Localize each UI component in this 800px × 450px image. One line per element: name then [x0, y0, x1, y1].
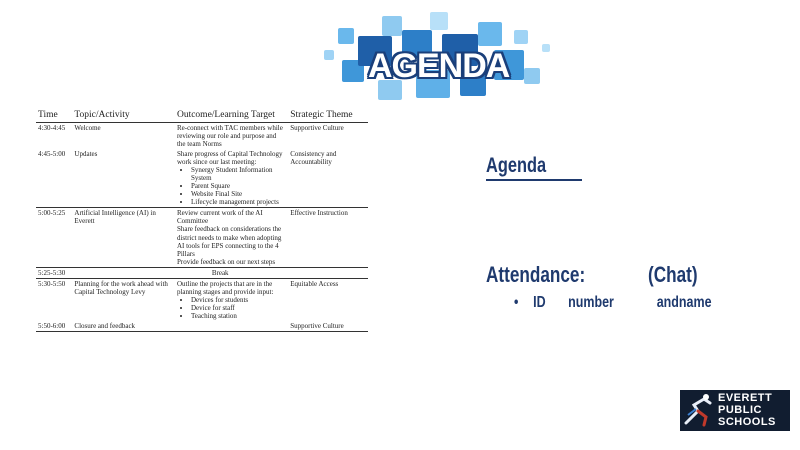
list-item: • Website Final Site — [191, 190, 286, 198]
table-row — [36, 149, 368, 208]
header-theme: Strategic Theme — [288, 108, 368, 122]
table-header-row — [36, 108, 368, 122]
agenda-heading-underline — [486, 179, 582, 181]
logo-line-3: SCHOOLS — [718, 416, 776, 428]
logo-line-1: EVERETT — [718, 392, 773, 404]
row-topic: Planning for the work ahead with Capital Technology Levy — [72, 278, 175, 321]
list-item: • Parent Square — [191, 182, 286, 190]
logo-text — [718, 392, 776, 428]
table-row — [36, 208, 368, 267]
list-item: • Teaching station — [191, 312, 286, 320]
bullet-glyph: • — [514, 294, 519, 311]
outcome-text: Share progress of Capital Technology work since our last meeting: — [176, 150, 283, 167]
row-outcome — [175, 278, 288, 321]
row-outcome: Re-connect with TAC members while reviewing our role and purpose and the team Norms — [176, 123, 283, 149]
row-topic: Updates — [74, 150, 98, 159]
header-time: Time — [36, 108, 72, 122]
andname-word: andname — [656, 294, 712, 311]
row-outcome — [175, 149, 288, 208]
row-topic: Artificial Intelligence (AI) in Everett — [72, 208, 175, 267]
row-time: 5:50-6:00 — [36, 321, 72, 332]
break-cell: Break — [72, 267, 368, 278]
header-outcome: Outcome/Learning Target — [175, 108, 288, 122]
outcome-list — [177, 296, 286, 320]
attendance-instruction — [514, 294, 712, 312]
row-outcome: Review current work of the AI Committee Share feedback on considerations the district needs to make when adopting AI tools for EPS connecting to the 4 Pillars Provide feedback on our next steps — [175, 208, 288, 267]
table-row — [36, 267, 368, 278]
row-theme: Supportive Culture — [288, 321, 368, 332]
banner-title: AGENDA — [368, 47, 510, 85]
table-row — [36, 321, 368, 332]
row-theme: Equitable Access — [288, 278, 368, 321]
row-theme: Effective Instruction — [288, 208, 368, 267]
row-theme: Supportive Culture — [290, 123, 344, 132]
list-item: • Devices for students — [191, 296, 286, 304]
logo-line-2: PUBLIC — [718, 404, 762, 416]
runner-icon — [684, 393, 716, 427]
list-item: • Device for staff — [191, 304, 286, 312]
row-theme: Consistency and Accountability — [290, 150, 337, 167]
outcome-list — [177, 166, 286, 206]
table-row — [36, 122, 368, 149]
list-item: • Synergy Student Information System — [191, 166, 286, 182]
header-topic: Topic/Activity — [72, 108, 175, 122]
row-time: 5:00-5:25 — [36, 208, 72, 267]
attendance-chat-label: (Chat) — [648, 262, 698, 287]
row-time: 4:45-5:00 — [38, 150, 66, 159]
row-time: 4:30-4:45 — [38, 123, 66, 132]
agenda-heading: Agenda — [486, 154, 547, 177]
row-time: 5:30-5:50 — [36, 278, 72, 321]
number-word: number — [568, 294, 614, 311]
row-topic: Welcome — [74, 123, 101, 132]
outcome-text: Outline the projects that are in the planning stages and provide input: — [176, 279, 274, 296]
everett-public-schools-logo — [680, 390, 790, 431]
row-topic: Closure and feedback — [72, 321, 175, 332]
table-row — [36, 278, 368, 321]
row-time: 5:25-5:30 — [36, 267, 72, 278]
agenda-table — [36, 108, 368, 332]
attendance-label: Attendance: — [486, 262, 586, 287]
list-item: • Lifecycle management projects — [191, 198, 286, 206]
agenda-banner — [318, 10, 554, 106]
row-outcome — [175, 321, 288, 332]
id-word: ID — [533, 294, 546, 311]
